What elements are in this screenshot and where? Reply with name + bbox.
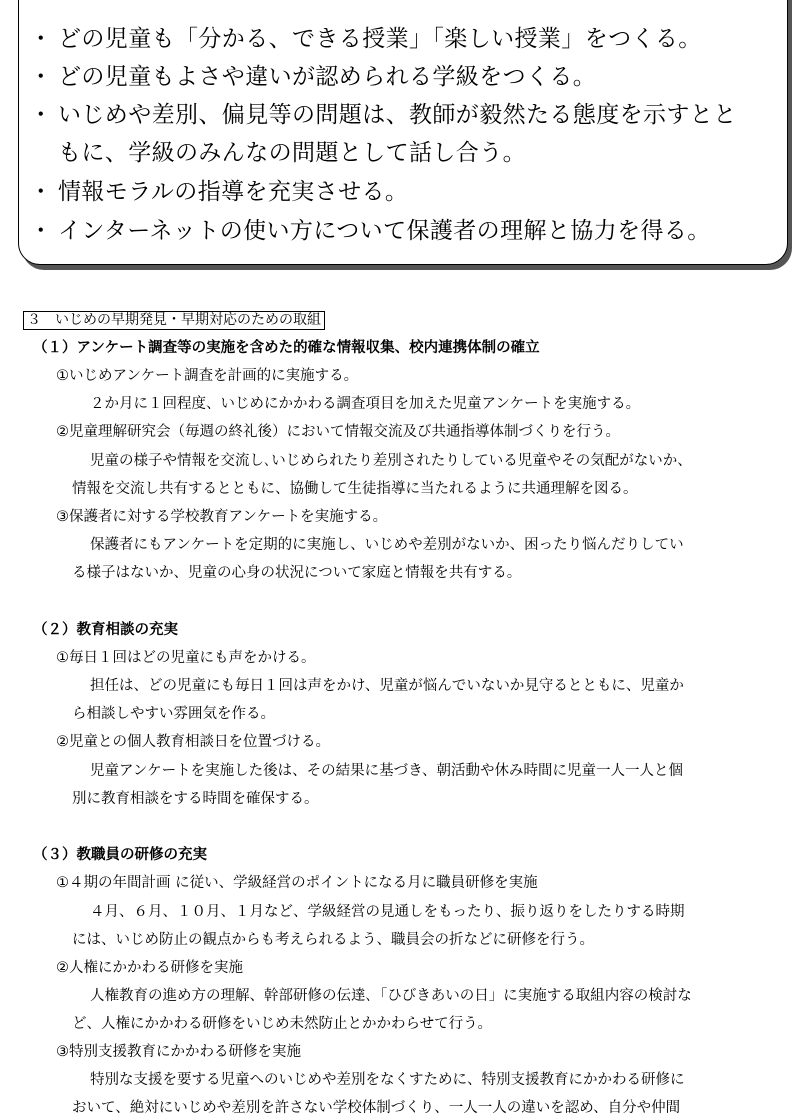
policy-bullet: ・ 情報モラルの指導を充実させる。 — [29, 179, 409, 205]
policy-bullet: ・ インターネットの使い方について保護者の理解と協力を得る。 — [29, 218, 711, 244]
subsection-title: （１）アンケート調査等の実施を含めた的確な情報収集、校内連携体制の確立 — [33, 340, 540, 356]
item-body: 別に教育相談をする時間を確保する。 — [72, 791, 319, 807]
subsection-title: （２）教育相談の充実 — [33, 622, 178, 638]
policy-bullet-continued: もに、学級のみんなの問題として話し合う。 — [58, 140, 526, 166]
item-heading: ①毎日１回はどの児童にも声をかける。 — [56, 650, 316, 666]
item-body: 担任は、どの児童にも毎日１回は声をかけ、児童が悩んでいないか見守るとともに、児童か — [90, 678, 684, 694]
item-body: ら相談しやすい雰囲気を作る。 — [72, 706, 275, 722]
item-body: には、いじめ防止の観点からも考えられるよう、職員会の折などに研修を行う。 — [72, 932, 594, 948]
section-heading: ３ いじめの早期発見・早期対応のための取組 — [23, 311, 325, 330]
policy-bullet: ・ いじめや差別、偏見等の問題は、教師が毅然たる態度を示すとと — [29, 102, 737, 128]
subsection-title: （３）教職員の研修の充実 — [33, 847, 207, 863]
item-body: る様子はないか、児童の心身の状況について家庭と情報を共有する。 — [72, 565, 522, 581]
item-body: 情報を交流し共有するとともに、協働して生徒指導に当たれるように共通理解を図る。 — [72, 481, 638, 497]
item-heading: ③保護者に対する学校教育アンケートを実施する。 — [56, 509, 388, 525]
item-body: おいて、絶対にいじめや差別を許さない学校体制づくり、一人一人の違いを認め、自分や仲間 — [72, 1100, 681, 1116]
item-heading: ②児童理解研究会（毎週の終礼後）において情報交流及び共通指導体制づくりを行う。 — [56, 424, 620, 440]
policy-bullet: ・ どの児童もよさや違いが認められる学級をつくる。 — [29, 64, 597, 90]
item-heading: ③特別支援教育にかかわる研修を実施 — [56, 1044, 301, 1060]
item-body: ４月、６月、１０月、１月など、学級経営の見通しをもったり、振り返りをしたりする時期 — [90, 904, 685, 920]
item-body: 保護者にもアンケートを定期的に実施し、いじめや差別がないか、困ったり悩んだりしてい — [90, 537, 684, 553]
item-heading: ①いじめアンケート調査を計画的に実施する。 — [56, 368, 359, 384]
policy-bullet: ・ どの児童も「分かる、できる授業」「楽しい授業」をつくる。 — [29, 26, 702, 52]
item-body: 児童の様子や情報を交流し､いじめられたり差別されたりしている児童やその気配がないか、 — [90, 453, 692, 469]
item-body: 人権教育の進め方の理解、幹部研修の伝達､「ひびきあいの日」に実施する取組内容の検討な — [90, 988, 692, 1004]
item-heading: ②人権にかかわる研修を実施 — [56, 960, 243, 976]
item-body: ２か月に１回程度、いじめにかかわる調査項目を加えた児童アンケートを実施する。 — [90, 396, 641, 412]
item-body: 児童アンケートを実施した後は、その結果に基づき、朝活動や休み時間に児童一人一人と個 — [90, 763, 684, 779]
item-heading: ①４期の年間計画 に従い、学級経営のポイントになる月に職員研修を実施 — [56, 875, 538, 891]
item-body: 特別な支援を要する児童へのいじめや差別をなくすために、特別支援教育にかかわる研修に — [90, 1072, 685, 1088]
item-body: ど、人権にかかわる研修をいじめ未然防止とかかわらせて行う。 — [72, 1016, 493, 1032]
item-heading: ②児童との個人教育相談日を位置づける。 — [56, 734, 330, 750]
